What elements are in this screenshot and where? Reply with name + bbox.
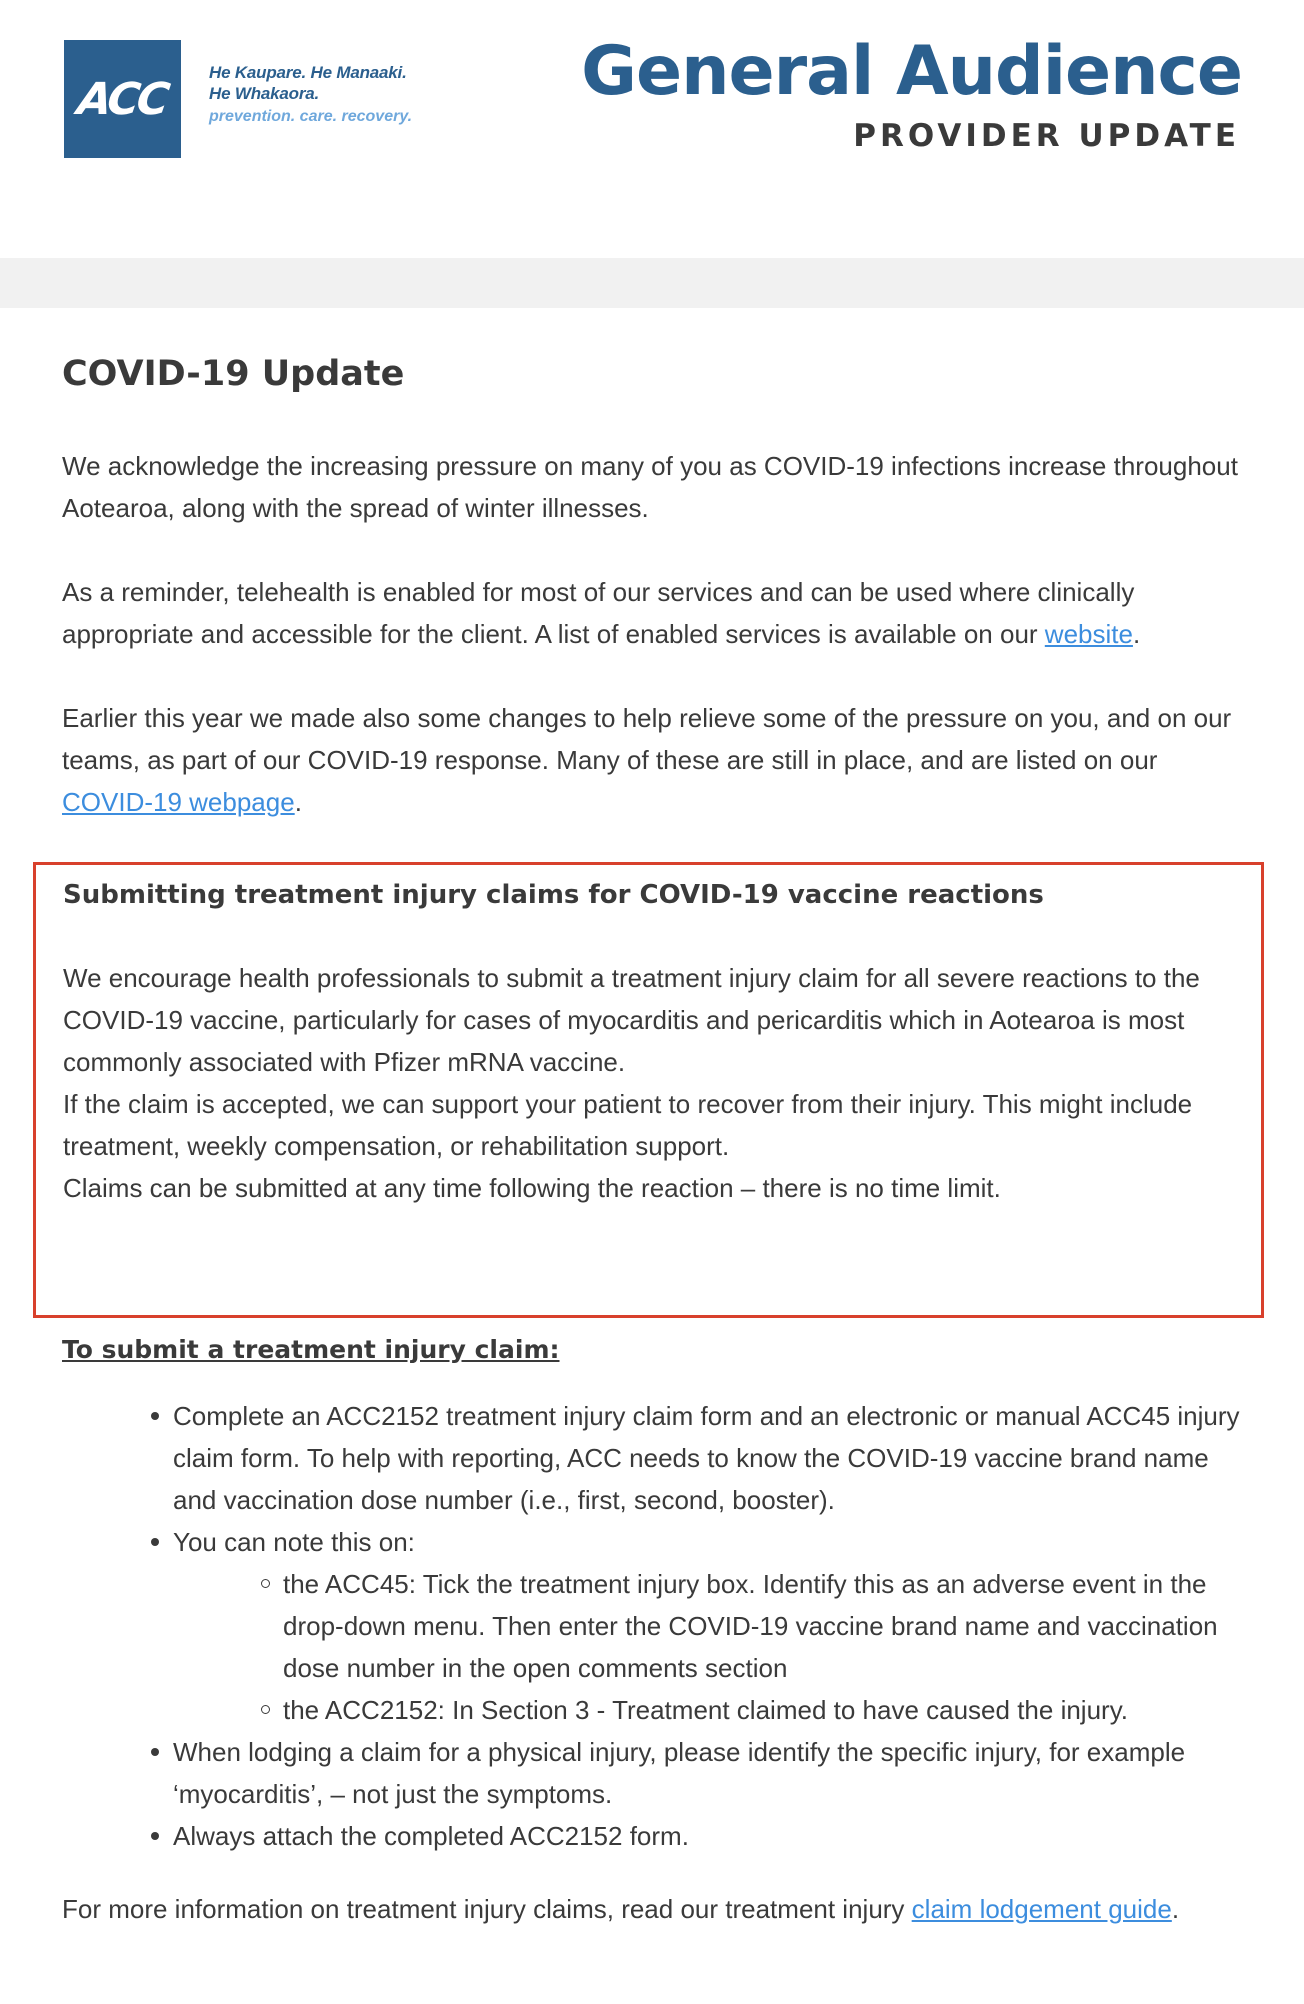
tagline xyxy=(209,62,412,128)
sub-bullet-acc2152: the ACC2152: In Section 3 - Treatment claimed to have caused the injury. xyxy=(283,1695,1128,1725)
callout-paragraph-2: If the claim is accepted, we can support your patient to recover from their injury. This might include treatment, weekly compensation, or rehabilitation support. xyxy=(63,1089,1193,1161)
header-title: General Audience xyxy=(581,32,1242,111)
telehealth-paragraph xyxy=(62,571,1252,655)
intro-paragraph: We acknowledge the increasing pressure on many of you as COVID-19 infections increase throughout Aotearoa, along with the spread of winter illnesses. xyxy=(62,451,1238,523)
header-divider xyxy=(0,258,1304,308)
callout-paragraph-1: We encourage health professionals to submit a treatment injury claim for all severe reactions to the COVID-19 vaccine, particularly for cases of myocarditis and pericarditis which in Aotearoa is most commonly associated with Pfizer mRNA vaccine. xyxy=(63,963,1200,1077)
tagline-line-2: He Whakaora. xyxy=(209,84,320,103)
callout-title: Submitting treatment injury claims for COVID-19 vaccine reactions xyxy=(63,880,1044,910)
bullet-physical-injury: When lodging a claim for a physical injury, please identify the specific injury, for example ‘myocarditis’, – not just the symptoms. xyxy=(173,1737,1186,1809)
page-title: COVID-19 Update xyxy=(62,354,405,394)
header-title-block xyxy=(581,32,1242,156)
list-item xyxy=(173,1815,1253,1857)
note-on-sublist xyxy=(173,1563,1253,1731)
list-item xyxy=(173,1395,1253,1521)
telehealth-text: As a reminder, telehealth is enabled for most of our services and can be used where clinically appropriate and accessible for the client. A list of enabled services is available on our xyxy=(62,577,1135,649)
changes-period: . xyxy=(294,787,302,817)
list-item xyxy=(173,1521,1253,1731)
acc-logo xyxy=(64,40,181,158)
header xyxy=(0,0,1304,258)
tagline-line-3: prevention. care. recovery. xyxy=(209,108,413,125)
list-item xyxy=(283,1563,1253,1689)
submit-claim-heading: To submit a treatment injury claim: xyxy=(62,1335,560,1364)
more-info-text: For more information on treatment injury claims, read our treatment injury xyxy=(62,1894,912,1924)
submit-steps-list xyxy=(173,1395,1253,1857)
bullet-complete-forms: Complete an ACC2152 treatment injury claim form and an electronic or manual ACC45 injury claim form. To help with reporting, ACC needs to know the COVID-19 vaccine brand name and vaccination dose number (i.e., first, second, booster). xyxy=(173,1401,1240,1515)
changes-text: Earlier this year we made also some changes to help relieve some of the pressure on you, and on our teams, as part of our COVID-19 response. Many of these are still in place, and are listed on our xyxy=(62,703,1232,775)
vaccine-claims-callout xyxy=(33,862,1264,1318)
sub-bullet-acc45: the ACC45: Tick the treatment injury box. Identify this as an adverse event in the drop-down menu. Then enter the COVID-19 vaccine brand name and vaccination dose number in the open comments section xyxy=(283,1569,1218,1683)
covid-webpage-link[interactable]: COVID-19 webpage xyxy=(62,787,295,817)
more-info-period: . xyxy=(1171,1894,1180,1924)
claim-lodgement-guide-link[interactable]: claim lodgement guide xyxy=(911,1894,1172,1924)
telehealth-period: . xyxy=(1132,619,1141,649)
acc-logo-mark: ACC xyxy=(74,73,171,125)
list-item xyxy=(173,1731,1253,1815)
list-item xyxy=(283,1689,1253,1731)
bullet-attach-form: Always attach the completed ACC2152 form. xyxy=(173,1821,689,1851)
tagline-line-1: He Kaupare. He Manaaki. xyxy=(209,63,407,82)
bullet-note-on: You can note this on: xyxy=(173,1527,415,1557)
website-link[interactable]: website xyxy=(1044,619,1133,649)
header-subtitle: PROVIDER UPDATE xyxy=(853,118,1240,154)
callout-paragraph-3: Claims can be submitted at any time following the reaction – there is no time limit. xyxy=(63,1173,1001,1203)
changes-paragraph xyxy=(62,697,1252,823)
more-info-paragraph xyxy=(62,1888,1252,1930)
